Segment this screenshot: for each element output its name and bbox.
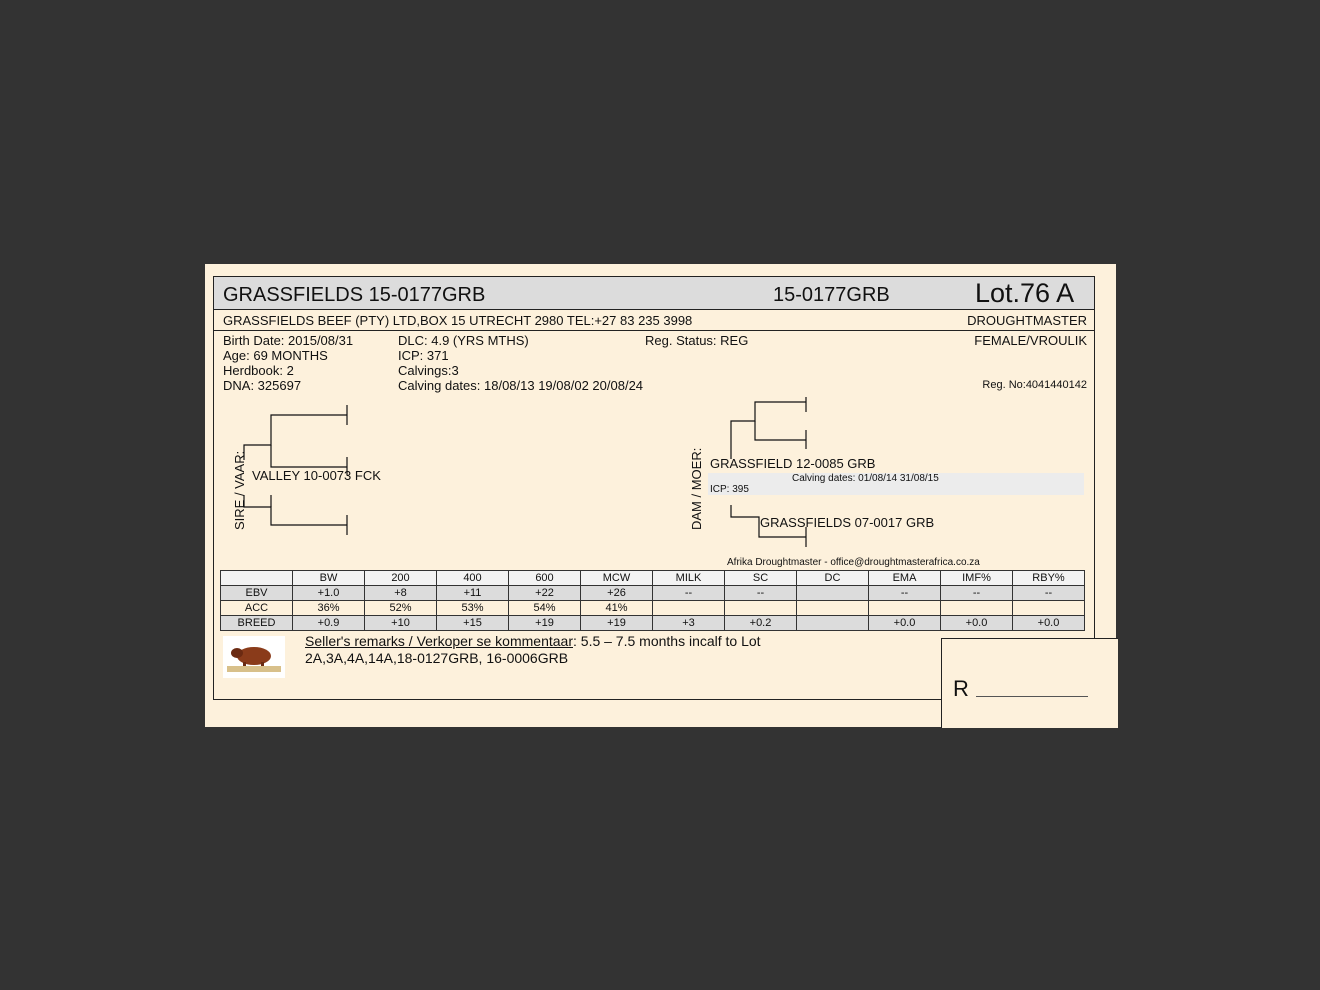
table-cell: 36% [293, 601, 365, 616]
remarks-text-1: : 5.5 – 7.5 months incalf to Lot [573, 633, 761, 649]
calvings: Calvings:3 [398, 363, 459, 378]
table-header-cell: 400 [437, 571, 509, 586]
table-header-cell: EMA [869, 571, 941, 586]
sire-label: SIRE / VAAR: [232, 450, 247, 530]
table-cell: +10 [365, 616, 437, 631]
table-header-cell: BW [293, 571, 365, 586]
table-cell: +26 [581, 586, 653, 601]
table-cell [653, 601, 725, 616]
table-cell: -- [725, 586, 797, 601]
lot-number: Lot.76 A [975, 278, 1075, 308]
remarks-text-2: 2A,3A,4A,14A,18-0127GRB, 16-0006GRB [305, 650, 569, 666]
table-cell: +15 [437, 616, 509, 631]
price-line [976, 696, 1088, 697]
table-cell: 41% [581, 601, 653, 616]
table-row [221, 616, 1085, 631]
table-header-cell [221, 571, 293, 586]
herdbook: Herdbook: 2 [223, 363, 294, 378]
table-header-cell: MILK [653, 571, 725, 586]
table-cell: +22 [509, 586, 581, 601]
reg-status: Reg. Status: REG [645, 333, 749, 348]
birth-date: Birth Date: 2015/08/31 [223, 333, 354, 348]
table-row [221, 601, 1085, 616]
table-cell: +0.2 [725, 616, 797, 631]
table-header-cell: RBY% [1013, 571, 1085, 586]
table-cell: 52% [365, 601, 437, 616]
association-contact: Afrika Droughtmaster - office@droughtmasterafrica.co.za [727, 557, 980, 568]
reg-number: Reg. No:4041440142 [982, 379, 1087, 391]
sire-name: VALLEY 10-0073 FCK [252, 468, 381, 483]
table-cell: +0.0 [941, 616, 1013, 631]
lot-card [205, 264, 1116, 727]
icp: ICP: 371 [398, 348, 449, 363]
header-bar [214, 277, 1094, 310]
table-cell: EBV [221, 586, 293, 601]
ebv-table [220, 570, 1085, 631]
dam-dam-name: GRASSFIELDS 07-0017 GRB [760, 515, 935, 530]
dlc: DLC: 4.9 (YRS MTHS) [398, 333, 529, 348]
table-cell: -- [653, 586, 725, 601]
breed-name: DROUGHTMASTER [967, 313, 1087, 328]
table-cell [869, 601, 941, 616]
cattle-logo-icon [223, 636, 285, 678]
table-cell: +0.0 [1013, 616, 1085, 631]
table-cell [797, 601, 869, 616]
table-cell: +8 [365, 586, 437, 601]
table-header-cell: MCW [581, 571, 653, 586]
calving-dates: Calving dates: 18/08/13 19/08/02 20/08/24 [398, 378, 644, 393]
table-cell: +0.9 [293, 616, 365, 631]
table-cell: -- [941, 586, 1013, 601]
animal-name: GRASSFIELDS 15-0177GRB [223, 284, 486, 306]
breed-logo [223, 636, 285, 678]
table-header-cell: 200 [365, 571, 437, 586]
table-cell: -- [1013, 586, 1085, 601]
table-cell: +19 [509, 616, 581, 631]
table-cell: BREED [221, 616, 293, 631]
sellers-remarks [305, 633, 761, 667]
remarks-label: Seller's remarks / Verkoper se kommentaar [305, 633, 573, 649]
breeder-address: GRASSFIELDS BEEF (PTY) LTD,BOX 15 UTRECHT 2980 TEL:+27 83 235 3998 [223, 313, 693, 328]
dam-name: GRASSFIELD 12-0085 GRB [710, 456, 876, 471]
table-cell: 54% [509, 601, 581, 616]
table-cell [1013, 601, 1085, 616]
breeder-row [214, 310, 1094, 331]
table-row [221, 586, 1085, 601]
table-cell: 53% [437, 601, 509, 616]
table-cell [797, 616, 869, 631]
animal-id: 15-0177GRB [773, 284, 890, 306]
table-cell [797, 586, 869, 601]
table-cell: +19 [581, 616, 653, 631]
table-cell: +0.0 [869, 616, 941, 631]
sex: FEMALE/VROULIK [974, 333, 1087, 348]
dam-info-band [708, 473, 1084, 495]
table-cell: +3 [653, 616, 725, 631]
dam-label: DAM / MOER: [689, 447, 704, 530]
table-header-cell: 600 [509, 571, 581, 586]
table-cell [725, 601, 797, 616]
table-header-cell: IMF% [941, 571, 1013, 586]
table-cell: +11 [437, 586, 509, 601]
table-row [221, 571, 1085, 586]
age: Age: 69 MONTHS [223, 348, 328, 363]
dna: DNA: 325697 [223, 378, 302, 393]
table-cell: +1.0 [293, 586, 365, 601]
table-header-cell: SC [725, 571, 797, 586]
price-box [941, 638, 1118, 728]
dam-icp: ICP: 395 [710, 484, 749, 495]
dam-calving-dates: Calving dates: 01/08/14 31/08/15 [792, 473, 939, 484]
table-cell [941, 601, 1013, 616]
price-prefix: R [953, 676, 969, 701]
table-cell: ACC [221, 601, 293, 616]
table-header-cell: DC [797, 571, 869, 586]
table-cell: -- [869, 586, 941, 601]
